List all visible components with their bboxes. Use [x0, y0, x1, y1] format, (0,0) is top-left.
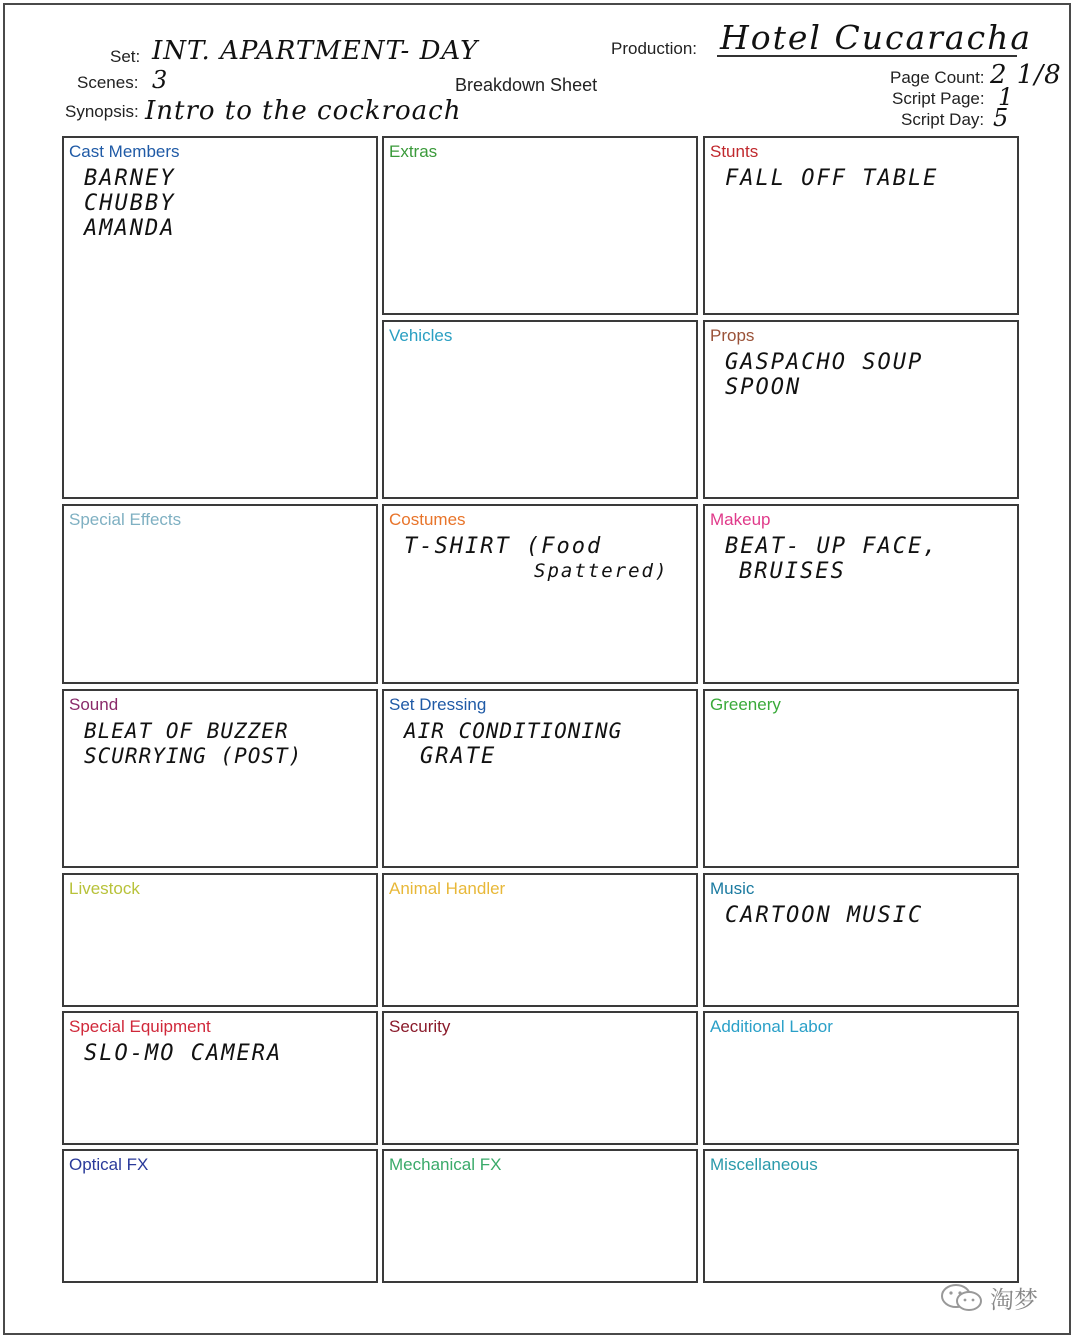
additional-labor-box	[703, 1011, 1019, 1145]
costumes-title: Costumes	[389, 510, 466, 529]
optical-fx-title: Optical FX	[69, 1155, 149, 1174]
page-count-label: Page Count:	[890, 68, 985, 87]
watermark-text: 淘梦	[990, 1286, 1038, 1314]
miscellaneous-title: Miscellaneous	[710, 1155, 818, 1174]
extras-title: Extras	[389, 142, 438, 161]
set-label: Set:	[110, 47, 141, 66]
special-effects-box	[62, 504, 378, 684]
greenery-box	[703, 689, 1019, 868]
special-equipment-title: Special Equipment	[69, 1017, 211, 1036]
optical-fx-box	[62, 1149, 378, 1283]
script-day-label: Script Day:	[901, 110, 985, 129]
animal-handler-title: Animal Handler	[389, 879, 506, 898]
miscellaneous-box	[703, 1149, 1019, 1283]
costumes-box	[382, 504, 698, 684]
box-item: BEAT- UP FACE,	[725, 534, 939, 559]
mechanical-fx-title: Mechanical FX	[389, 1155, 502, 1174]
production-label: Production:	[611, 39, 697, 58]
security-title: Security	[389, 1017, 451, 1036]
page-title: Breakdown Sheet	[455, 75, 598, 95]
music-box	[703, 873, 1019, 1007]
stunts-box	[703, 136, 1019, 315]
box-item: SPOON	[725, 375, 802, 400]
box-item: CHUBBY	[84, 191, 176, 216]
box-item: FALL OFF TABLE	[725, 166, 939, 191]
cast-members-box	[62, 136, 378, 499]
watermark	[940, 1280, 1038, 1315]
greenery-title: Greenery	[710, 695, 781, 714]
livestock-box	[62, 873, 378, 1007]
box-item: AMANDA	[84, 216, 176, 241]
box-item: T-SHIRT (Food	[404, 534, 603, 559]
box-item: Spattered)	[534, 560, 669, 582]
security-box	[382, 1011, 698, 1145]
box-item: SLO-MO CAMERA	[84, 1041, 283, 1066]
box-item: GASPACHO SOUP	[725, 350, 924, 375]
set-dressing-box	[382, 689, 698, 868]
synopsis-value: Intro to the cockroach	[145, 96, 462, 126]
box-item: AIR CONDITIONING	[404, 719, 623, 743]
box-item: GRATE	[420, 744, 497, 769]
wechat-icon	[940, 1283, 984, 1313]
sound-box	[62, 689, 378, 868]
sound-title: Sound	[69, 695, 119, 714]
cast-members-title: Cast Members	[69, 142, 180, 161]
vehicles-title: Vehicles	[389, 326, 453, 345]
script-page-value: 1	[998, 83, 1015, 111]
additional-labor-title: Additional Labor	[710, 1017, 833, 1036]
page-count-value: 2 1/8	[990, 60, 1062, 90]
animal-handler-box	[382, 873, 698, 1007]
box-item: BLEAT OF BUZZER	[84, 719, 289, 743]
box-item: BARNEY	[84, 166, 176, 191]
special-equipment-box	[62, 1011, 378, 1145]
music-title: Music	[710, 879, 755, 898]
mechanical-fx-box	[382, 1149, 698, 1283]
vehicles-box	[382, 320, 698, 499]
scenes-label: Scenes:	[77, 73, 139, 92]
props-box	[703, 320, 1019, 499]
production-underline	[717, 55, 1017, 57]
scenes-value: 3	[152, 66, 169, 94]
set-value: INT. APARTMENT- DAY	[152, 36, 479, 66]
box-item: CARTOON MUSIC	[725, 903, 924, 928]
stunts-title: Stunts	[710, 142, 759, 161]
synopsis-label: Synopsis:	[65, 102, 139, 121]
livestock-title: Livestock	[69, 879, 140, 898]
box-item: BRUISES	[739, 559, 846, 584]
makeup-box	[703, 504, 1019, 684]
makeup-title: Makeup	[710, 510, 771, 529]
production-value: Hotel Cucaracha	[720, 18, 1032, 57]
extras-box	[382, 136, 698, 315]
script-day-value: 5	[993, 104, 1010, 132]
script-page-label: Script Page:	[892, 89, 985, 108]
set-dressing-title: Set Dressing	[389, 695, 487, 714]
special-effects-title: Special Effects	[69, 510, 182, 529]
props-title: Props	[710, 326, 755, 345]
box-item: SCURRYING (POST)	[84, 744, 303, 768]
